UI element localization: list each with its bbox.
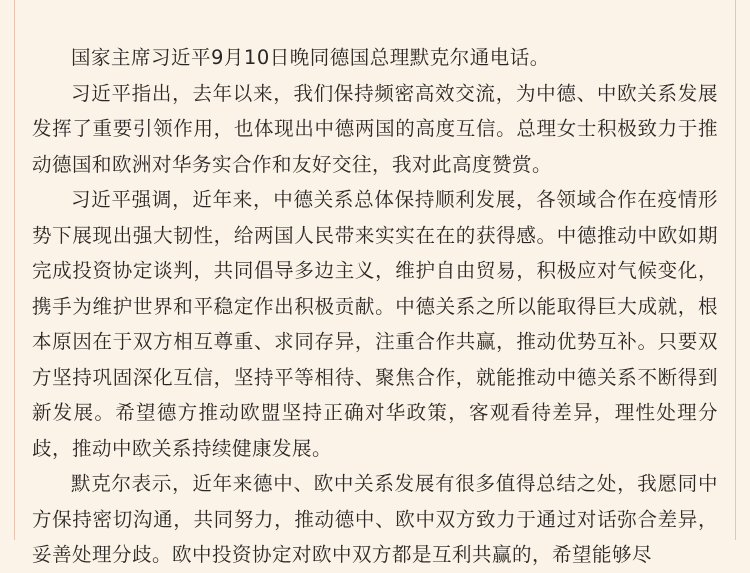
paragraph-lead: 国家主席习近平9月10日晚同德国总理默克尔通电话。 bbox=[71, 46, 550, 69]
paragraph-xi-remarks: 习近平指出，去年以来，我们保持频密高效交流，为中德、中欧关系发展发挥了重要引领作用，也体现出中德两国的高度互信。总理女士积极致力于推动德国和欧洲对华务实合作和友好交往，我对此高度赞赏。 bbox=[32, 81, 718, 176]
right-border-line bbox=[735, 0, 736, 540]
paragraph-merkel-remarks: 默克尔表示，近年来德中、欧中关系发展有很多值得总结之处，我愿同中方保持密切沟通，共同努力，推动德中、欧中双方致力于通过对话弥合差异，妥善处理分歧。欧中投资协定对欧中双方都是互利共赢的，希望能够尽 bbox=[32, 472, 718, 566]
left-border-line bbox=[14, 0, 15, 540]
article-body bbox=[32, 40, 718, 573]
paragraph-xi-emphasis: 习近平强调，近年来，中德关系总体保持顺利发展，各领域合作在疫情形势下展现出强大韧性，给两国人民带来实实在在的获得感。中德推动中欧如期完成投资协定谈判，共同倡导多边主义，维护自由贸易，积极应对气候变化，携手为维护世界和平稳定作出积极贡献。中德关系之所以能取得巨大成就，根本原因在于双方相互尊重、求同存异，注重合作共赢，推动优势互补。只要双方坚持巩固深化互信，坚持平等相待、聚焦合作，就能推动中德关系不断得到新发展。希望德方推动欧盟坚持正确对华政策，客观看待差异，理性处理分歧，推动中欧关系持续健康发展。 bbox=[32, 188, 718, 460]
